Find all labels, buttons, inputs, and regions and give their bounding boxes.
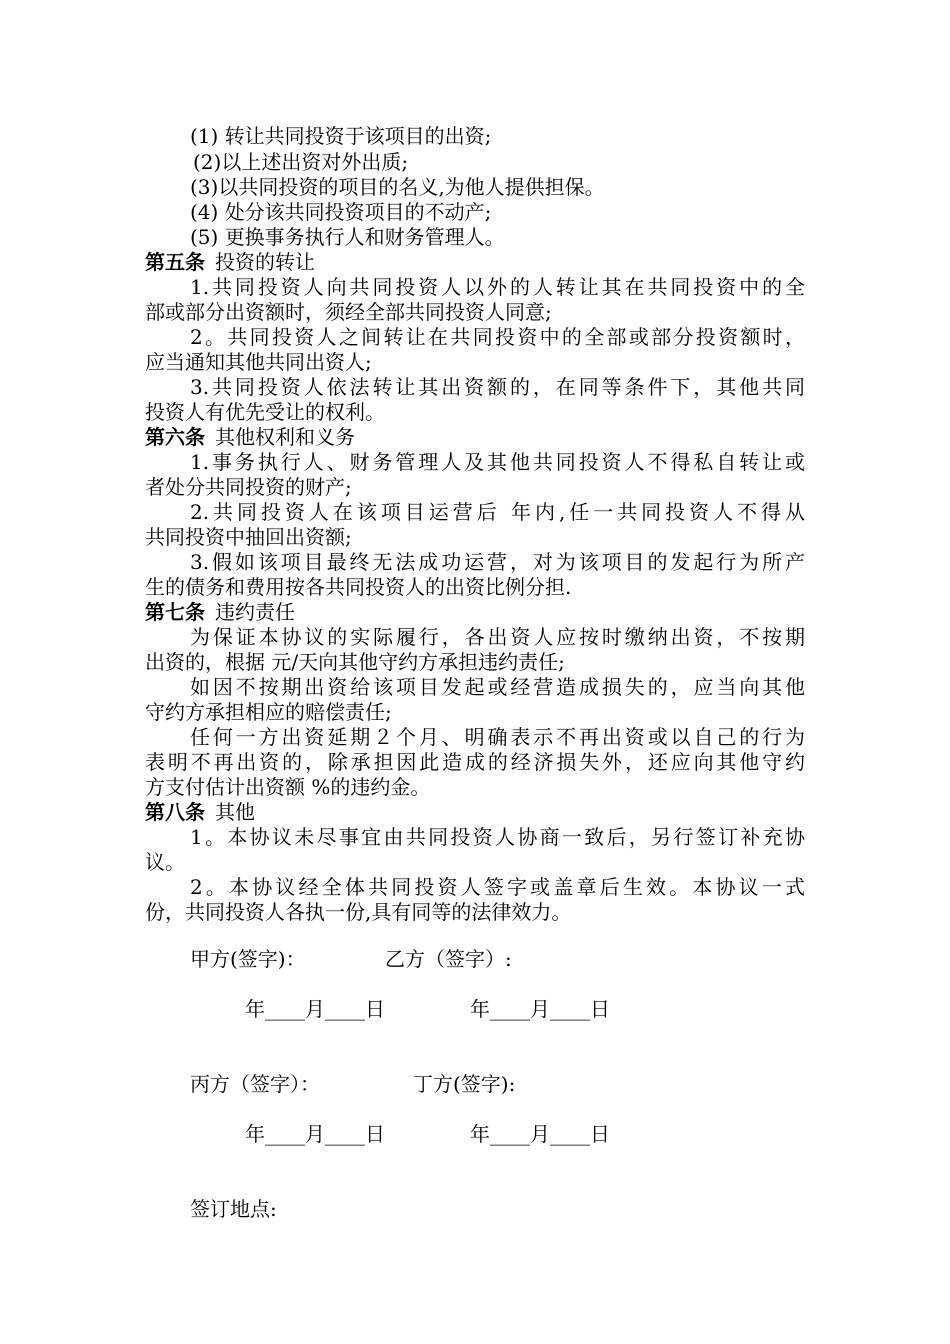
art6-heading [145,425,805,450]
art7-line-6: 表明不再出资的，除承担因此造成的经济损失外，还应向其他守约 [145,750,805,774]
art7-line-5: 任何一方出资延期２个月、明确表示不再出资或以自己的行为 [190,725,805,749]
art5-line-1: 1.共同投资人向共同投资人以外的人转让其在共同投资中的全 [190,275,805,299]
art4-item-5: (5) 更换事务执行人和财务管理人。 [190,225,505,249]
party-d-signature: 丁方(签字): [413,1072,516,1096]
party-c-date: 年____月____日 [245,1122,385,1146]
art5-line-3: 2。共同投资人之间转让在共同投资中的全部或部分投资额时， [190,325,805,349]
art6-line-5: 3.假如该项目最终无法成功运营，对为该项目的发起行为所产 [190,550,805,574]
art7-line-3: 如因不按期出资给该项目发起或经营造成损失的，应当向其他 [190,675,805,699]
art7-line-7: 方支付估计出资额 %的违约金。 [145,775,431,799]
art6-line-2: 者处分共同投资的财产; [145,475,352,499]
art5-line-2: 部或部分出资额时，须经全部共同投资人同意; [145,300,552,324]
art6-number: 第六条 [145,425,205,449]
art8-number: 第八条 [145,800,205,824]
art4-item-3: (3)以共同投资的项目的名义,为他人提供担保。 [190,175,605,199]
art7-line-2: 出资的，根据 元/天向其他守约方承担违约责任; [145,650,565,674]
art4-item-2: (2)以上述出资对外出质; [193,150,409,174]
art8-line-2: 议。 [145,850,185,874]
art8-line-3: 2。本协议经全体共同投资人签字或盖章后生效。本协议一式 [190,875,805,899]
party-b-date: 年____月____日 [470,997,610,1021]
art7-line-1: 为保证本协议的实际履行，各出资人应按时缴纳出资，不按期 [190,625,805,649]
art7-heading [145,600,805,625]
art7-line-4: 守约方承担相应的赔偿责任; [145,700,392,724]
art6-line-6: 生的债务和费用按各共同投资人的出资比例分担. [145,575,572,599]
art5-number: 第五条 [145,250,205,274]
art6-line-4: 共同投资中抽回出资额; [145,525,352,549]
art4-item-1: (1) 转让共同投资于该项目的出资; [190,124,492,148]
party-a-date: 年____月____日 [245,997,385,1021]
party-c-signature: 丙方（签字）： [190,1072,320,1096]
art5-line-5: 3.共同投资人依法转让其出资额的，在同等条件下，其他共同 [190,375,805,399]
art5-line-6: 投资人有优先受让的权利。 [145,400,385,424]
art7-number: 第七条 [145,600,205,624]
party-a-signature: 甲方(签字)： [190,947,306,971]
art6-title: 其他权利和义务 [215,425,355,449]
art5-line-4: 应当通知其他共同出资人; [145,350,372,374]
art6-line-1: 1.事务执行人、财务管理人及其他共同投资人不得私自转让或 [190,450,805,474]
party-d-date: 年____月____日 [470,1122,610,1146]
art5-title: 投资的转让 [215,250,315,274]
art7-title: 违约责任 [215,600,295,624]
art8-line-4: 份，共同投资人各执一份,具有同等的法律效力。 [145,900,572,924]
art8-title: 其他 [215,800,255,824]
art4-item-4: (4) 处分该共同投资项目的不动产; [190,200,492,224]
art8-line-1: 1。本协议未尽事宜由共同投资人协商一致后，另行签订补充协 [190,825,805,849]
art6-line-3: 2.共同投资人在该项目运营后 年内,任一共同投资人不得从 [190,500,805,524]
art5-heading [145,250,805,275]
party-b-signature: 乙方（签字）: [385,947,512,971]
art8-heading [145,800,805,825]
signing-place: 签订地点: [190,1197,277,1221]
